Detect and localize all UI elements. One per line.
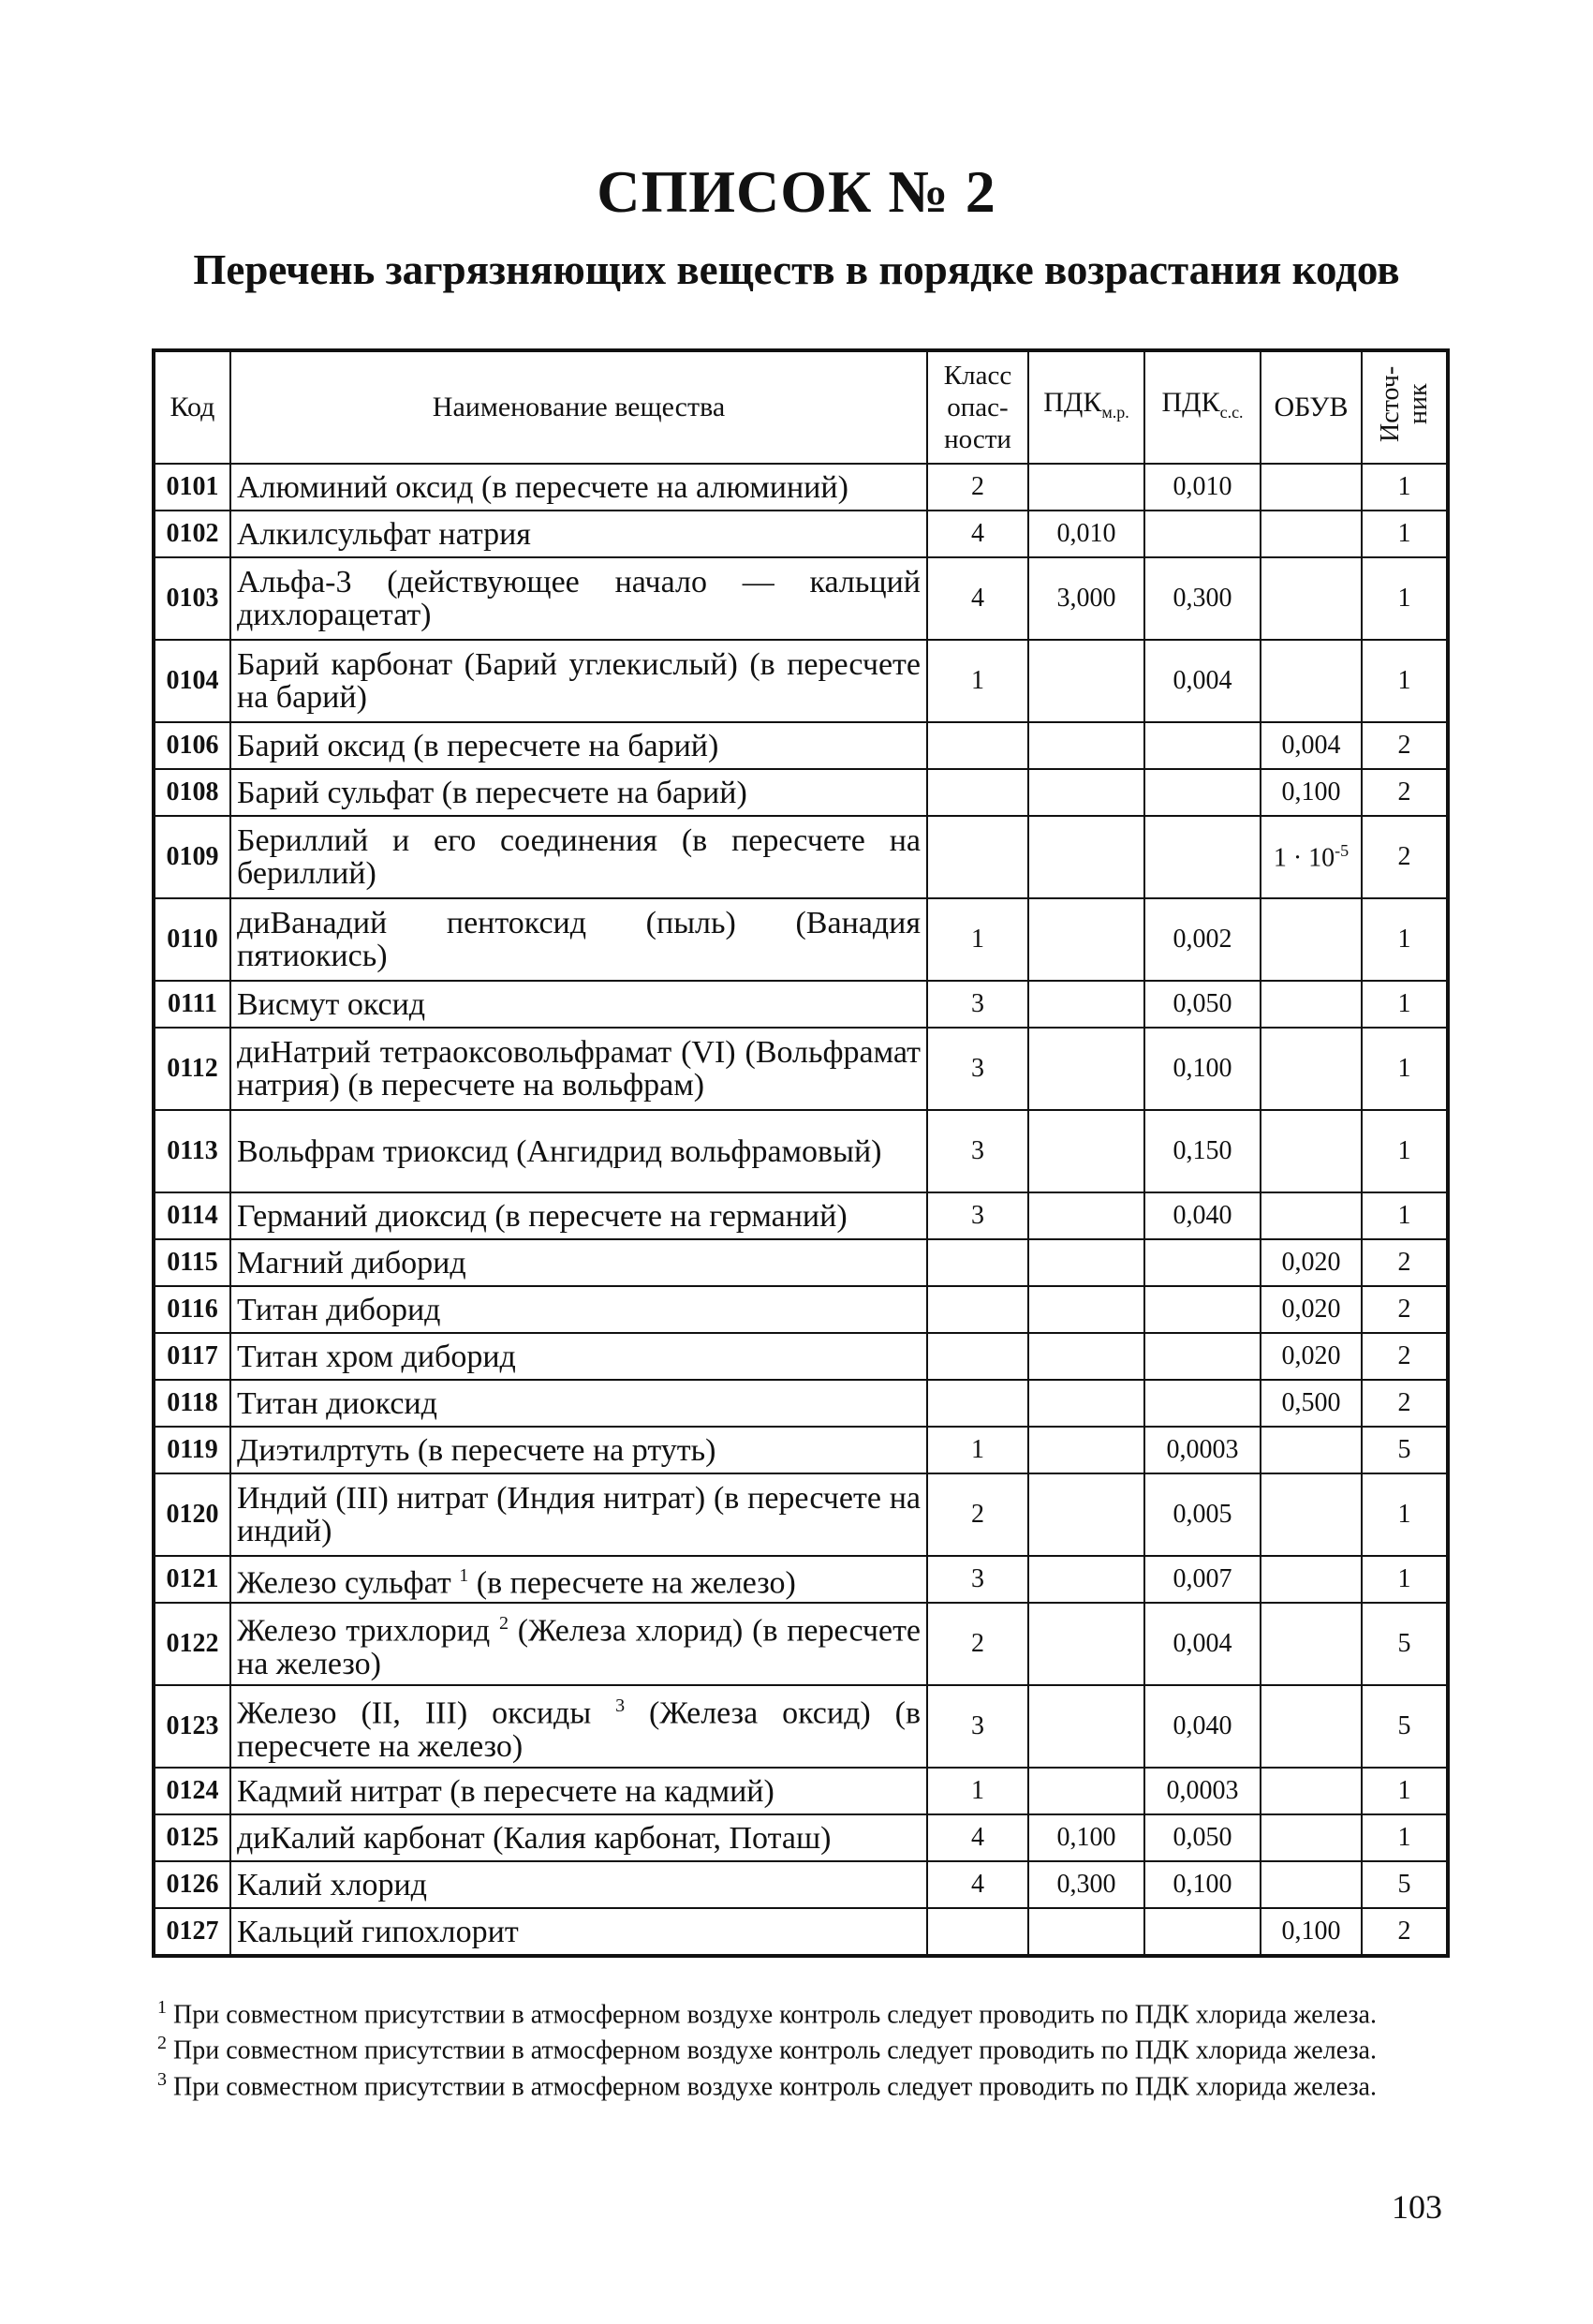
source-value: 2 (1362, 1380, 1448, 1427)
obuv-text: 0,020 (1281, 1341, 1341, 1370)
substance-code: 0126 (154, 1861, 230, 1908)
hazard-class-value: 1 (927, 640, 1028, 722)
substance-code: 0112 (154, 1028, 230, 1110)
footnote-text: При совместном присутствии в атмосферном воздухе контроль следует проводить по ПДК хлорида железа. (173, 2000, 1377, 2030)
source-value: 2 (1362, 1286, 1448, 1333)
substance-code: 0116 (154, 1286, 230, 1333)
obuv-value (1261, 981, 1362, 1028)
source-value: 1 (1362, 898, 1448, 981)
substance-code: 0110 (154, 898, 230, 981)
source-value: 2 (1362, 1908, 1448, 1956)
header-source (1362, 350, 1448, 464)
table-row (154, 981, 1448, 1028)
table-row (154, 640, 1448, 722)
substance-code: 0111 (154, 981, 230, 1028)
footnote-ref: 3 (615, 1695, 626, 1717)
obuv-value (1261, 1333, 1362, 1380)
pdk-mr-value (1028, 1192, 1144, 1239)
header-pdk-ss-sub: с.с. (1219, 403, 1244, 422)
pdk-ss-value (1144, 769, 1261, 816)
footnote-text: При совместном присутствии в атмосферном воздухе контроль следует проводить по ПДК хлорида железа. (173, 2035, 1377, 2065)
pdk-mr-value (1028, 1239, 1144, 1286)
obuv-value (1261, 511, 1362, 557)
substance-name (230, 1427, 927, 1473)
substance-name-text: Кальций гипохлорит (237, 1914, 519, 1949)
substance-name-text: Магний диборид (237, 1245, 466, 1280)
pdk-mr-value (1028, 1603, 1144, 1685)
substance-code: 0123 (154, 1685, 230, 1768)
hazard-class-value: 4 (927, 511, 1028, 557)
obuv-text: 0,100 (1281, 1917, 1341, 1946)
pdk-mr-value (1028, 816, 1144, 898)
header-hazard-class (927, 350, 1028, 464)
substance-code: 0122 (154, 1603, 230, 1685)
substance-name-text: диКалий карбонат (Калия карбонат, Поташ) (237, 1820, 832, 1856)
table-row (154, 722, 1448, 769)
obuv-value (1261, 464, 1362, 511)
source-value: 2 (1362, 1333, 1448, 1380)
pdk-mr-value (1028, 1685, 1144, 1768)
header-pdk-mr (1028, 350, 1144, 464)
table-row (154, 1192, 1448, 1239)
substance-name (230, 1768, 927, 1814)
pdk-mr-value (1028, 1286, 1144, 1333)
substance-name (230, 1286, 927, 1333)
substance-code: 0102 (154, 511, 230, 557)
substance-name (230, 640, 927, 722)
source-value: 5 (1362, 1861, 1448, 1908)
substance-code: 0108 (154, 769, 230, 816)
pdk-ss-value: 0,040 (1144, 1192, 1261, 1239)
substance-code: 0118 (154, 1380, 230, 1427)
hazard-class-value: 2 (927, 1603, 1028, 1685)
source-value: 1 (1362, 511, 1448, 557)
pdk-mr-value (1028, 464, 1144, 511)
footnote-1 (157, 1993, 1442, 2029)
table-row (154, 1556, 1448, 1603)
table-row (154, 769, 1448, 816)
source-value: 1 (1362, 1473, 1448, 1556)
obuv-value (1261, 1814, 1362, 1861)
substance-name (230, 1556, 927, 1603)
footnote-2 (157, 2029, 1442, 2065)
source-value: 1 (1362, 640, 1448, 722)
footnotes (157, 1993, 1442, 2101)
table-row (154, 1110, 1448, 1192)
pdk-ss-value: 0,300 (1144, 557, 1261, 640)
table-row (154, 1814, 1448, 1861)
table-row (154, 1380, 1448, 1427)
table-row (154, 1333, 1448, 1380)
substance-name-rest: (Железа оксид) (в пересчете на железо) (237, 1695, 922, 1764)
obuv-value (1261, 1556, 1362, 1603)
hazard-class-value: 1 (927, 1427, 1028, 1473)
substance-code: 0106 (154, 722, 230, 769)
hazard-class-value: 3 (927, 1028, 1028, 1110)
pdk-mr-value (1028, 981, 1144, 1028)
source-value: 2 (1362, 722, 1448, 769)
footnote-ref: 1 (459, 1564, 469, 1586)
substance-name (230, 511, 927, 557)
pdk-ss-value: 0,150 (1144, 1110, 1261, 1192)
substance-name-text: Барий оксид (в пересчете на барий) (237, 728, 719, 763)
substance-name-text: Алюминий оксид (в пересчете на алюминий) (237, 469, 848, 505)
substance-name (230, 981, 927, 1028)
table-row (154, 1239, 1448, 1286)
pdk-mr-value: 0,100 (1028, 1814, 1144, 1861)
substance-code: 0117 (154, 1333, 230, 1380)
pdk-mr-value: 0,010 (1028, 511, 1144, 557)
pdk-mr-value (1028, 1028, 1144, 1110)
source-value: 2 (1362, 1239, 1448, 1286)
table-row (154, 1685, 1448, 1768)
header-hazard-class-label: Класс опас-ности (943, 361, 1012, 454)
source-value: 1 (1362, 464, 1448, 511)
substance-name (230, 769, 927, 816)
substance-name-text: Кадмий нитрат (в пересчете на кадмий) (237, 1773, 774, 1809)
table-row (154, 1908, 1448, 1956)
obuv-value (1261, 1908, 1362, 1956)
header-pdk-ss (1144, 350, 1261, 464)
pdk-mr-value (1028, 722, 1144, 769)
pdk-ss-value: 0,050 (1144, 981, 1261, 1028)
table-row (154, 1861, 1448, 1908)
substance-code: 0101 (154, 464, 230, 511)
hazard-class-value: 3 (927, 1192, 1028, 1239)
substance-name-text: Железо (II, III) оксиды (237, 1695, 592, 1731)
substance-name (230, 1814, 927, 1861)
source-value: 1 (1362, 1192, 1448, 1239)
substance-name-text: Барий карбонат (Барий углекислый) (в пересчете на барий) (237, 647, 921, 715)
pdk-ss-value: 0,004 (1144, 640, 1261, 722)
pdk-ss-value (1144, 722, 1261, 769)
hazard-class-value: 4 (927, 1814, 1028, 1861)
header-pdk-mr-sub: м.р. (1101, 403, 1129, 422)
table-row (154, 816, 1448, 898)
header-code: Код (154, 350, 230, 464)
substance-name (230, 1239, 927, 1286)
pdk-ss-value: 0,0003 (1144, 1427, 1261, 1473)
substance-name-text: Титан диборид (237, 1292, 441, 1327)
obuv-value (1261, 1239, 1362, 1286)
substance-name-text: Альфа-3 (действующее начало — кальций дихлорацетат) (237, 565, 921, 632)
page-title: СПИСОК № 2 (597, 158, 996, 225)
pdk-ss-value: 0,007 (1144, 1556, 1261, 1603)
pdk-ss-value: 0,010 (1144, 464, 1261, 511)
substance-code: 0104 (154, 640, 230, 722)
substance-code: 0109 (154, 816, 230, 898)
footnote-3 (157, 2065, 1442, 2101)
pdk-mr-value (1028, 1333, 1144, 1380)
page-number: 103 (1392, 2188, 1442, 2226)
obuv-value (1261, 1768, 1362, 1814)
source-value: 1 (1362, 557, 1448, 640)
substance-code: 0120 (154, 1473, 230, 1556)
obuv-value (1261, 557, 1362, 640)
obuv-value (1261, 1192, 1362, 1239)
substances-table (152, 348, 1450, 1958)
pdk-mr-value (1028, 1768, 1144, 1814)
substance-name (230, 816, 927, 898)
obuv-value (1261, 1861, 1362, 1908)
substance-code: 0121 (154, 1556, 230, 1603)
obuv-value (1261, 1603, 1362, 1685)
table-row (154, 464, 1448, 511)
substance-name-text: Железо сульфат (237, 1565, 451, 1601)
pdk-mr-value (1028, 769, 1144, 816)
substance-name-text: Вольфрам триоксид (Ангидрид вольфрамовый) (237, 1133, 882, 1169)
footnote-mark: 3 (157, 2068, 167, 2090)
hazard-class-value (927, 1908, 1028, 1956)
substance-name (230, 557, 927, 640)
hazard-class-value: 3 (927, 1110, 1028, 1192)
pdk-mr-value (1028, 640, 1144, 722)
obuv-exponent: -5 (1335, 840, 1350, 860)
substance-name-rest: (Железа хлорид) (в пересчете на железо) (237, 1613, 922, 1681)
pdk-ss-value: 0,004 (1144, 1603, 1261, 1685)
pdk-mr-value (1028, 1473, 1144, 1556)
substance-code: 0113 (154, 1110, 230, 1192)
pdk-ss-value (1144, 1333, 1261, 1380)
hazard-class-value: 4 (927, 1861, 1028, 1908)
substance-name-rest: (в пересчете на железо) (468, 1565, 796, 1601)
table-row (154, 511, 1448, 557)
substance-code: 0119 (154, 1427, 230, 1473)
header-pdk-mr-label: ПДК (1043, 387, 1102, 418)
hazard-class-value (927, 1380, 1028, 1427)
hazard-class-value (927, 816, 1028, 898)
substance-code: 0103 (154, 557, 230, 640)
pdk-ss-value (1144, 816, 1261, 898)
substance-name-text: Индий (III) нитрат (Индия нитрат) (в пересчете на индий) (237, 1481, 921, 1548)
pdk-mr-value (1028, 898, 1144, 981)
obuv-text: 0,500 (1281, 1388, 1341, 1417)
hazard-class-value (927, 769, 1028, 816)
substance-name-text: диВанадий пентоксид (пыль) (Ванадия пятиокись) (237, 906, 921, 973)
source-value: 2 (1362, 816, 1448, 898)
source-value: 2 (1362, 769, 1448, 816)
pdk-ss-value (1144, 1380, 1261, 1427)
substance-name (230, 1908, 927, 1956)
obuv-value (1261, 898, 1362, 981)
obuv-value (1261, 1427, 1362, 1473)
substance-name-text: Висмут оксид (237, 986, 426, 1022)
hazard-class-value: 2 (927, 1473, 1028, 1556)
substance-name (230, 722, 927, 769)
hazard-class-value: 1 (927, 1768, 1028, 1814)
hazard-class-value: 3 (927, 1556, 1028, 1603)
table-row (154, 1427, 1448, 1473)
pdk-mr-value: 0,300 (1028, 1861, 1144, 1908)
substance-name (230, 1110, 927, 1192)
hazard-class-value: 3 (927, 1685, 1028, 1768)
table-header-row (154, 350, 1448, 464)
pdk-ss-value (1144, 1286, 1261, 1333)
pdk-ss-value: 0,005 (1144, 1473, 1261, 1556)
substance-name (230, 464, 927, 511)
substance-name (230, 898, 927, 981)
table-row (154, 1473, 1448, 1556)
hazard-class-value: 4 (927, 557, 1028, 640)
hazard-class-value: 2 (927, 464, 1028, 511)
table-row (154, 1603, 1448, 1685)
substance-name-text: диНатрий тетраоксовольфрамат (VI) (Вольфрамат натрия) (в пересчете на вольфрам) (237, 1035, 921, 1103)
pdk-mr-value (1028, 1427, 1144, 1473)
obuv-text: 0,020 (1281, 1248, 1341, 1277)
substance-name (230, 1473, 927, 1556)
pdk-mr-value (1028, 1556, 1144, 1603)
hazard-class-value (927, 1333, 1028, 1380)
table-row (154, 898, 1448, 981)
hazard-class-value (927, 1286, 1028, 1333)
substance-code: 0125 (154, 1814, 230, 1861)
pdk-ss-value: 0,002 (1144, 898, 1261, 981)
footnote-text: При совместном присутствии в атмосферном воздухе контроль следует проводить по ПДК хлорида железа. (173, 2071, 1377, 2101)
pdk-ss-value: 0,100 (1144, 1028, 1261, 1110)
table-row (154, 1286, 1448, 1333)
substance-name-text: Бериллий и его соединения (в пересчете на бериллий) (237, 823, 921, 891)
substance-code: 0114 (154, 1192, 230, 1239)
substance-name-text: Диэтилртуть (в пересчете на ртуть) (237, 1432, 716, 1468)
substance-name-text: Железо трихлорид (237, 1613, 491, 1649)
obuv-text: 0,020 (1281, 1295, 1341, 1324)
obuv-text: 0,100 (1281, 777, 1341, 807)
substance-code: 0124 (154, 1768, 230, 1814)
header-name: Наименование вещества (230, 350, 927, 464)
obuv-value (1261, 1685, 1362, 1768)
substance-name-text: Титан хром диборид (237, 1339, 516, 1374)
obuv-value (1261, 722, 1362, 769)
substance-name (230, 1192, 927, 1239)
obuv-value (1261, 640, 1362, 722)
substance-name (230, 1603, 927, 1685)
pdk-mr-value (1028, 1908, 1144, 1956)
table-row (154, 557, 1448, 640)
hazard-class-value: 1 (927, 898, 1028, 981)
source-value: 1 (1362, 981, 1448, 1028)
hazard-class-value (927, 1239, 1028, 1286)
pdk-ss-value: 0,100 (1144, 1861, 1261, 1908)
hazard-class-value: 3 (927, 981, 1028, 1028)
page-subtitle: Перечень загрязняющих веществ в порядке возрастания кодов (193, 246, 1400, 293)
substance-name (230, 1861, 927, 1908)
source-value: 1 (1362, 1028, 1448, 1110)
source-value: 1 (1362, 1768, 1448, 1814)
pdk-mr-value (1028, 1380, 1144, 1427)
substance-code: 0115 (154, 1239, 230, 1286)
pdk-ss-value (1144, 511, 1261, 557)
obuv-value (1261, 1380, 1362, 1427)
source-value: 5 (1362, 1685, 1448, 1768)
substance-name (230, 1333, 927, 1380)
pdk-ss-value: 0,040 (1144, 1685, 1261, 1768)
pdk-ss-value (1144, 1239, 1261, 1286)
obuv-text: 1 · 10 (1273, 843, 1335, 873)
pdk-ss-value: 0,050 (1144, 1814, 1261, 1861)
substance-name-text: Калий хлорид (237, 1867, 427, 1902)
table-row (154, 1028, 1448, 1110)
substance-name (230, 1685, 927, 1768)
source-value: 1 (1362, 1556, 1448, 1603)
hazard-class-value (927, 722, 1028, 769)
obuv-value (1261, 1473, 1362, 1556)
substance-code: 0127 (154, 1908, 230, 1956)
footnote-mark: 2 (157, 2033, 167, 2054)
obuv-value (1261, 1286, 1362, 1333)
substance-name (230, 1380, 927, 1427)
header-pdk-ss-label: ПДК (1161, 387, 1220, 418)
pdk-ss-value (1144, 1908, 1261, 1956)
pdk-mr-value: 3,000 (1028, 557, 1144, 640)
obuv-value (1261, 816, 1362, 898)
footnote-mark: 1 (157, 1997, 167, 2018)
footnote-ref: 2 (498, 1613, 509, 1635)
table-row (154, 1768, 1448, 1814)
substance-name-text: Алкилсульфат натрия (237, 516, 531, 552)
substance-name-text: Германий диоксид (в пересчете на германий) (237, 1198, 848, 1234)
table-body (154, 464, 1448, 1956)
obuv-value (1261, 1110, 1362, 1192)
header-obuv: ОБУВ (1261, 350, 1362, 464)
pdk-ss-value: 0,0003 (1144, 1768, 1261, 1814)
obuv-value (1261, 1028, 1362, 1110)
source-value: 1 (1362, 1814, 1448, 1861)
source-value: 5 (1362, 1603, 1448, 1685)
substance-name-text: Титан диоксид (237, 1385, 437, 1421)
obuv-value (1261, 769, 1362, 816)
source-value: 1 (1362, 1110, 1448, 1192)
source-value: 5 (1362, 1427, 1448, 1473)
substance-name (230, 1028, 927, 1110)
obuv-text: 0,004 (1281, 731, 1341, 760)
pdk-mr-value (1028, 1110, 1144, 1192)
header-source-label: Источ-ник (1375, 365, 1433, 442)
substance-name-text: Барий сульфат (в пересчете на барий) (237, 775, 747, 810)
